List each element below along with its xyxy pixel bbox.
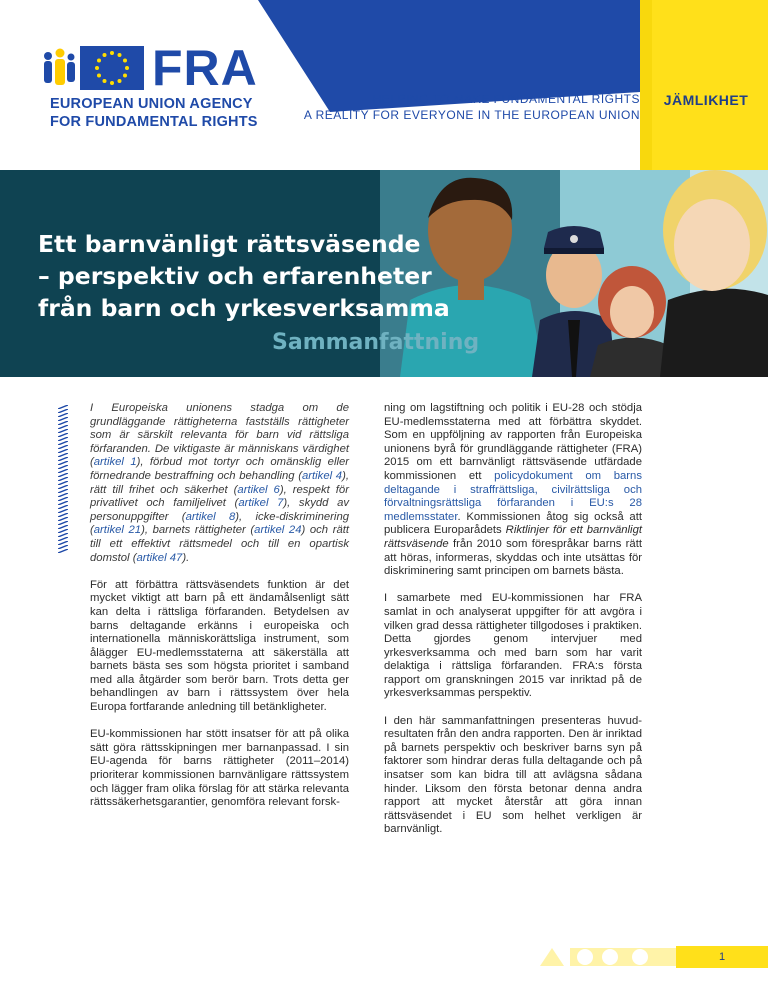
article-link[interactable]: artikel 21 (93, 524, 142, 537)
intro-text: ), rätt till frihet och säkerhet ( (90, 469, 349, 496)
guidelines-title: Riktlinjer för ett barnvänligt rättsväsende (384, 524, 642, 550)
intro-text: ) och rätt till ett effektivt rättsmedel och till en opartisk domstol ( (90, 524, 350, 564)
intro-text: ), icke-diskriminering ( (90, 510, 350, 537)
article-link[interactable]: artikel 24 (254, 524, 302, 537)
document-title (38, 228, 450, 324)
intro-text: ), respekt för privatlivet och familjelivet ( (90, 483, 349, 510)
right-column (384, 402, 642, 851)
logo-agency-line-2: FOR FUNDAMENTAL RIGHTS (50, 114, 258, 130)
title-line-1: Ett barnvänligt rättsväsende (38, 230, 421, 258)
tagline-line-2: A REALITY FOR EVERYONE IN THE EUROPEAN UNION (303, 108, 640, 122)
body-paragraph: I samarbete med EU-kommissionen har FRA samlat in och analyserat uppgifter för att avgöra i vilken grad dessa rättigheter tillgodoses i praktiken. Detta gjordes genom intervjuer med yrkesverksamma och med barn som har varit delaktiga i rättsliga förfaranden. FRA:s första rapport om granskningen 2015 var inriktad på de yrkesverksammas perspektiv. (384, 592, 642, 700)
body-text: från 2010 som förespråkar barns rätt att höras, informeras, skyddas och inte utsättas för diskriminering samt principen om barnets bästa. (384, 537, 642, 578)
article-link[interactable]: artikel 8 (185, 510, 236, 523)
article-link[interactable]: artikel 47 (136, 551, 183, 564)
logo-wordmark: FRA (152, 40, 258, 96)
margin-stripes (58, 405, 68, 553)
article-link[interactable]: artikel 6 (237, 483, 280, 496)
body-paragraph (384, 402, 642, 579)
left-column (90, 402, 349, 823)
body-text: . Kommissionen åtog sig också att publicera Europarådets (384, 510, 642, 537)
tagline (304, 91, 640, 123)
tagline-line-1: HELPING TO MAKE FUNDAMENTAL RIGHTS (372, 92, 640, 106)
title-banner (0, 170, 768, 377)
title-line-3: från barn och yrkesverksamma (38, 294, 450, 322)
intro-text: I Europeiska unionens stadga om de grundläggande rättigheterna fastställs rättigheter som är särskilt relevanta för barn vid rättsliga förfaranden. De viktigaste är människans värdighet ( (90, 402, 349, 469)
title-line-2: – perspektiv och erfarenheter (38, 262, 432, 290)
intro-text: ). (182, 551, 190, 564)
logo-agency-line-1: EUROPEAN UNION AGENCY (50, 96, 253, 112)
intro-text: ), skydd av personuppgifter ( (90, 497, 350, 523)
category-label: JÄMLIKHET (663, 92, 749, 108)
policy-document-link[interactable]: policydokument om barns deltagande i straffrättsliga, civilrättsliga och förvaltningsrättsliga förfaranden i EU:s 28 medlemsstater (384, 469, 642, 523)
article-link[interactable]: artikel 7 (238, 497, 284, 510)
intro-text: ), förbud mot tortyr och omänsklig eller förnedrande bestraffning och behandling ( (90, 456, 350, 482)
article-link[interactable]: artikel 1 (93, 456, 137, 469)
body-paragraph: I den här sammanfattningen presenteras huvud-resultaten från den andra rapporten. Den är inriktad på barnets perspektiv och beskriver barns syn på faktorer som hindrar deras fulla deltagande och på insatser som kan bidra till att avlägsna sådana hinder. Liksom den första betonar denna andra rapport att mycket återstår att göra innan rättsväsendet i EU som helhet verkligen är barnvänligt. (384, 714, 642, 836)
body-paragraph: EU-kommissionen har stött insatser för att på olika sätt göra rättsskipningen mer barnanpassad. I sin EU-agenda för barns rättigheter (2011–2014) prioriterar kommissionen barnvänligare rättssystem och lägger fram olika förslag för att stärka relevanta rättssäkerhetsgarantier, genomföra relevant forsk- (90, 728, 349, 809)
document-subtitle: Sammanfattning (272, 330, 480, 355)
article-link[interactable]: artikel 4 (301, 469, 343, 482)
intro-text: ), barnets rättigheter ( (141, 524, 255, 537)
intro-paragraph (90, 402, 349, 565)
eu-flag-icon (80, 46, 144, 90)
footer-decoration (0, 940, 768, 970)
page-number: 1 (676, 946, 768, 968)
fra-logo (40, 40, 258, 130)
body-text: ning om lagstiftning och politik i EU-28 och stödja EU-medlemsstaterna med att förbättra skyddet. Som en uppföljning av rapporten från Europeiska unionens byrå för grundläggande rättigheter (FRA) 2015 om ett barnvänligt rättsväsende utfärdade kommissionen ett (384, 402, 642, 482)
body-paragraph: För att förbättra rättsväsendets funktion är det mycket viktigt att barn på ett ändamålsenligt sätt kan delta i rättsliga förfaranden. Betydelsen av barns deltagande erkänns i europeiska och internationella människorättsliga instrument, som ålägger EU-medlemsstaterna att säkerställa att barnets bästa ses som högsta prioritet i samband med alla åtgärder som berör barn. Trots detta ger behandlingen av barn i rättssystem över hela Europa fortfarande anledning till betänkligheter. (90, 578, 349, 714)
fra-people-logo-icon (40, 48, 76, 88)
